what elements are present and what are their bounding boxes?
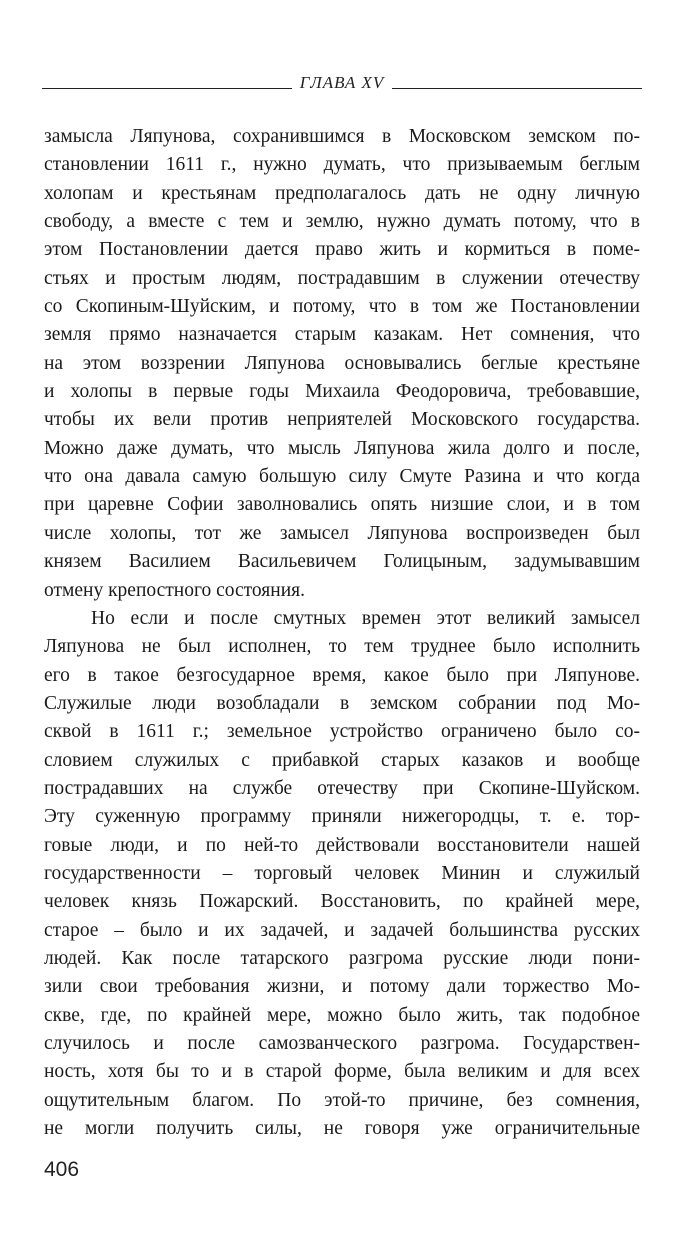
text-line: отмену крепостного состояния. (44, 579, 305, 601)
paragraph (44, 605, 640, 1144)
running-head (42, 72, 642, 94)
text-line: числе холопы, тот же замысел Ляпунова воспроизведен был (44, 522, 640, 544)
text-line: князем Василием Васильевичем Голицыным, задумывавшим (44, 551, 640, 573)
text-line: стьях и простым людям, пострадавшим в служении отечеству (44, 267, 640, 289)
text-line: Можно даже думать, что мысль Ляпунова жила долго и после, (44, 437, 640, 459)
text-line: со Скопиным-Шуйским, и потому, что в том же Постановлении (44, 296, 640, 318)
text-line: не могли получить силы, не говоря уже ограничительные (44, 1118, 640, 1140)
text-line: случилось и после самозванческого разгрома. Государствен- (44, 1033, 640, 1054)
text-line: чтобы их вели против неприятелей Московского государства. (44, 409, 640, 431)
text-line: людей. Как после татарского разгрома русские люди пони- (44, 947, 640, 969)
text-line: зили свои требования жизни, и потому дали торжество Мо- (44, 976, 640, 998)
header-rule-right (392, 88, 642, 89)
body-text (44, 123, 640, 1143)
text-line: словием служилых с прибавкой старых казаков и вообще (44, 749, 640, 771)
text-line: становлении 1611 г., нужно думать, что призываемым беглым (44, 154, 640, 176)
text-line: ощутительным благом. По этой-то причине, без сомнения, (44, 1089, 640, 1111)
text-line: этом Постановлении дается право жить и кормиться в поме- (44, 239, 640, 261)
text-line: человек князь Пожарский. Восстановить, по крайней мере, (44, 891, 640, 913)
header-rule-left (42, 88, 292, 89)
text-line: и холопы в первые годы Михаила Феодоровича, требовавшие, (44, 381, 640, 403)
text-line: пострадавших на службе отечеству при Скопине-Шуйском. (44, 777, 640, 799)
text-line: Но если и после смутных времен этот великий замысел (91, 607, 640, 629)
text-line: холопам и крестьянам предполагалось дать не одну личную (44, 182, 640, 204)
text-line: при царевне Софии заволновались опять низшие слои, и в том (44, 494, 640, 516)
text-line: замысла Ляпунова, сохранившимся в Московском земском по- (44, 126, 640, 147)
text-line: свободу, а вместе с тем и землю, нужно думать потому, что в (44, 211, 640, 233)
text-line: старое – было и их задачей, и задачей большинства русских (44, 919, 640, 941)
text-line: государственности – торговый человек Минин и служилый (44, 862, 640, 884)
text-line: его в такое безгосударное время, какое было при Ляпунове. (44, 664, 640, 686)
text-line: земля прямо назначается старым казакам. Нет сомнения, что (44, 324, 640, 346)
text-line: сквой в 1611 г.; земельное устройство ограничено было со- (44, 721, 640, 743)
text-line: Служилые люди возобладали в земском собрании под Мо- (44, 692, 640, 714)
text-line: что она давала самую большую силу Смуте Разина и что когда (44, 466, 640, 488)
text-line: на этом воззрении Ляпунова основывались беглые крестьяне (44, 352, 640, 374)
text-line: ность, хотя бы то и в старой форме, была великим и для всех (44, 1061, 640, 1083)
page-number: 406 (44, 1158, 80, 1181)
text-line: говые люди, и по ней-то действовали восстановители нашей (44, 834, 640, 856)
text-line: Эту суженную программу приняли нижегородцы, т. е. тор- (44, 806, 640, 828)
text-line: скве, где, по крайней мере, можно было жить, так подобное (44, 1004, 640, 1026)
text-line: Ляпунова не был исполнен, то тем труднее было исполнить (44, 636, 640, 658)
chapter-title: ГЛАВА XV (299, 73, 385, 92)
paragraph (44, 123, 640, 605)
